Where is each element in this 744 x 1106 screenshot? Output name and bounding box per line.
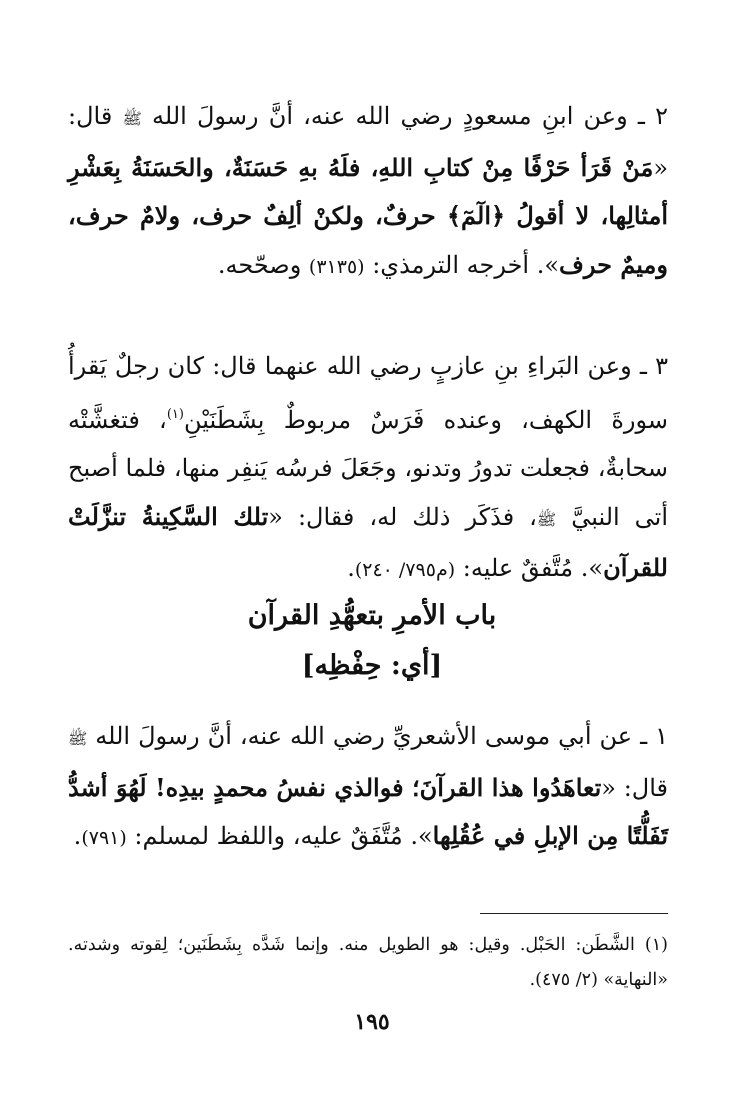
text-run: ». مُتَّفَقٌ عليه، واللفظ لمسلم:: [126, 822, 433, 850]
footnote-separator: [480, 913, 668, 914]
hadith-paragraph: [68, 342, 668, 595]
text-run: ، فذَكَر ذلك له، فقال: «: [268, 502, 537, 531]
text-run: وصحّحه.: [217, 250, 309, 279]
reference-number: (٧٩١): [81, 827, 127, 849]
quoted-text: تلك السَّكِينةُ تنزَّلَتْ للقرآن: [68, 501, 668, 582]
text-run: .: [347, 554, 355, 582]
text-run: ٢ ـ وعن ابنِ مسعودٍ رضي الله عنه، أنَّ رسولَ الله: [141, 102, 669, 130]
text-run: ٣ ـ وعن البَراءِ بنِ عازبٍ رضي الله عنهما قال: كان رجلٌ يَقرأُ سورةَ الكهف، وعنده فَرَسٌ مربوطٌ بِشَطَنَيْنِ: [68, 352, 668, 434]
reference-number: (م٧٩٥/ ٢٤٠): [354, 559, 456, 581]
text-run: قال: «: [601, 773, 668, 802]
salawat-symbol: ﷺ: [122, 109, 142, 128]
text-run: ١ ـ عن أبي موسى الأشعريِّ رضي الله عنه، أنَّ رسولَ الله: [87, 722, 668, 750]
hadith-paragraph: [68, 92, 668, 291]
footnote-marker: (١): [166, 406, 184, 422]
quoted-text: مَنْ قَرَأ حَرْفًا مِنْ كتابِ اللهِ، فلَهُ بهِ حَسَنَةٌ، والحَسَنَةُ بِعَشْرِ أمثالِها، لا أقولُ ﴿الٓمٓ﴾ حرفٌ، ولكنْ ألِفٌ حرف، ولامٌ حرف، وميمٌ حرف: [68, 152, 668, 279]
text-run: قال: «: [68, 102, 668, 182]
quoted-text: تعاهَدُوا هذا القرآنَ؛ فوالذي نفسُ محمدٍ بيدِه! لَهُوَ أشدُّ تَفَلُّتًا مِن الإبلِ في عُقُلِها: [68, 772, 668, 850]
page-number: ١٩٥: [354, 1009, 390, 1035]
chapter-title: باب الأمرِ بتعهُّدِ القرآن: [247, 600, 497, 631]
text-run: ، فتغشَّتْه سحابةٌ، فجعلت تدورُ وتدنو، وجَعَلَ فرسُه يَنفِر منها، فلما أصبح أتى النبيَّ: [68, 405, 669, 531]
text-run: ». أخرجه الترمذي:: [364, 250, 560, 279]
reference-number: (٣١٣٥): [308, 255, 365, 278]
text-run: .: [73, 822, 82, 850]
salawat-symbol: ﷺ: [68, 729, 88, 748]
hadith-paragraph: [68, 712, 668, 863]
text-run: ». مُتَّفقٌ عليه:: [455, 554, 604, 582]
chapter-subtitle: [أي: حِفْظِه]: [301, 650, 443, 681]
footnote: (١) الشَّطَن: الحَبْل. وقيل: هو الطويل منه. وإنما شَدَّه بِشَطَنَين؛ لِقوته وشدته. «النهاية» (٢/ ٤٧٥).: [68, 935, 668, 990]
salawat-symbol: ﷺ: [536, 509, 557, 529]
